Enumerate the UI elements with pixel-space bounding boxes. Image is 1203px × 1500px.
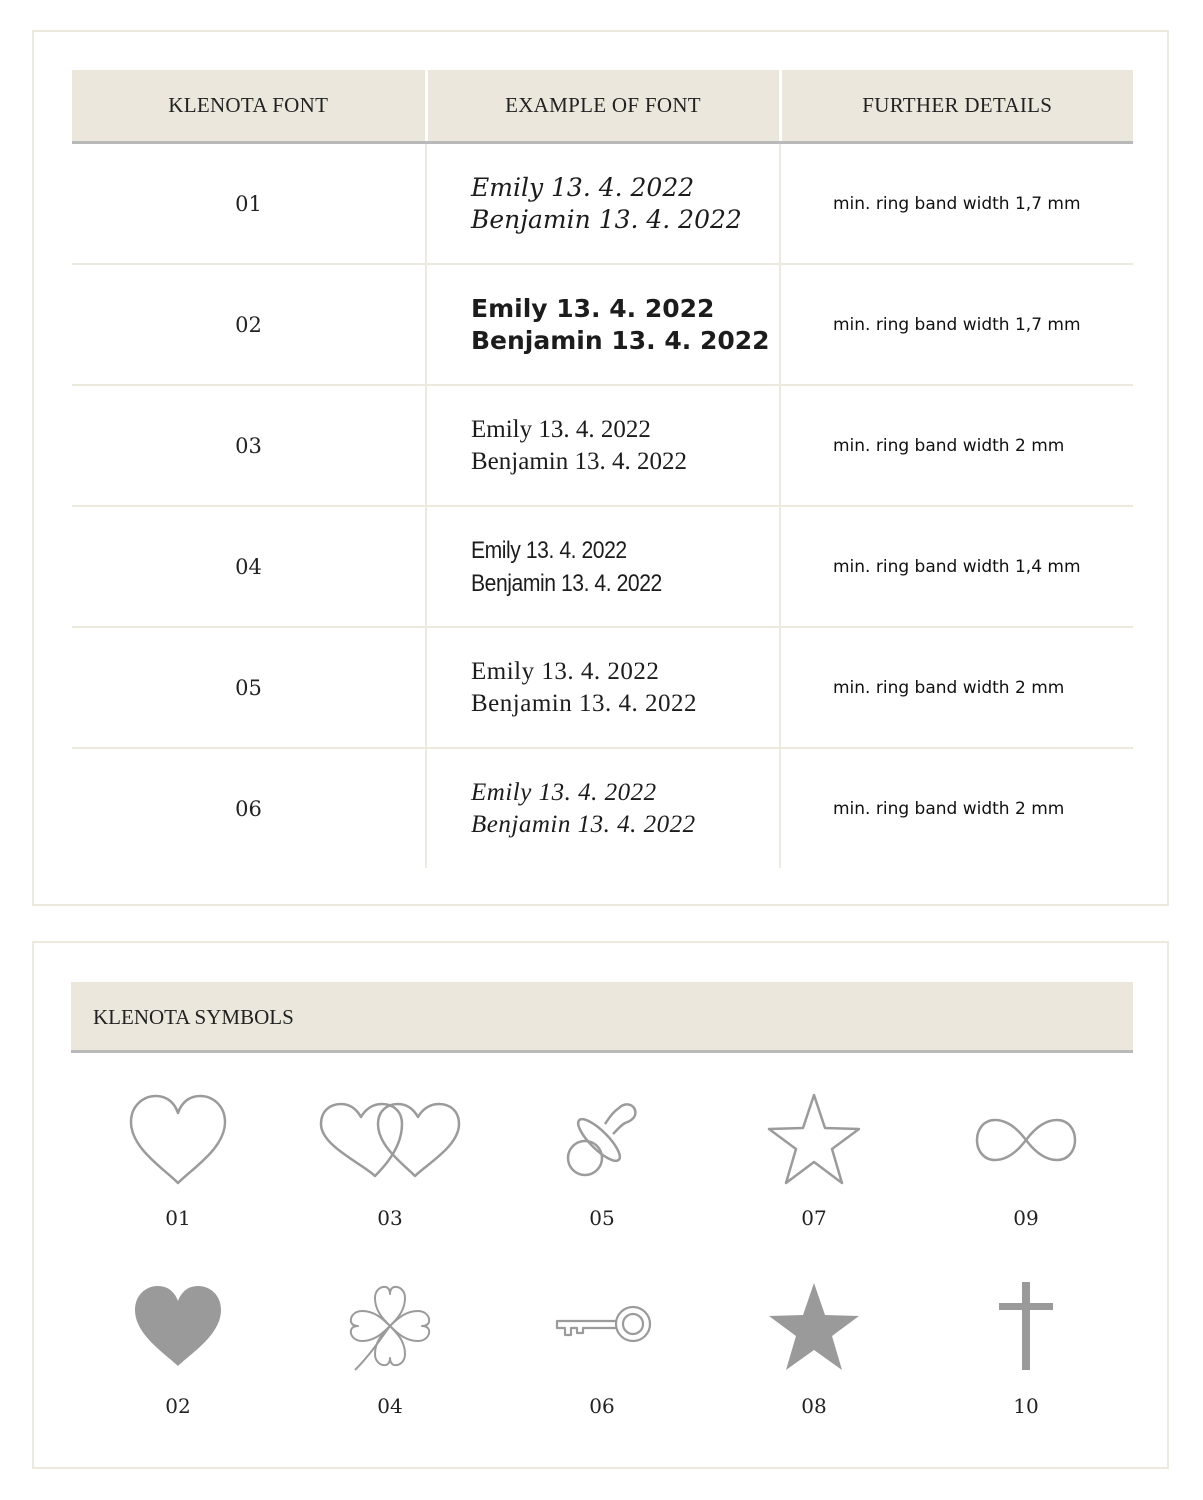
font-example <box>426 385 780 506</box>
key-icon <box>547 1278 657 1378</box>
header-example-of-font: EXAMPLE OF FONT <box>426 70 780 143</box>
star-outline-icon <box>759 1090 869 1190</box>
example-line-1: Emily 13. 4. 2022 <box>471 536 627 564</box>
symbol-number: 08 <box>801 1394 827 1418</box>
symbol-item[interactable] <box>946 1278 1106 1418</box>
symbols-title: KLENOTA SYMBOLS <box>71 982 1133 1053</box>
symbol-item[interactable] <box>98 1090 258 1230</box>
symbol-item[interactable] <box>734 1278 894 1418</box>
double-heart-icon <box>315 1090 465 1190</box>
symbol-number: 02 <box>165 1394 191 1418</box>
symbol-number: 05 <box>589 1206 615 1230</box>
font-row <box>72 264 1133 385</box>
star-filled-icon <box>759 1278 869 1378</box>
example-line-1: Emily 13. 4. 2022 <box>471 778 657 806</box>
font-table-header-row <box>72 70 1133 143</box>
font-details: min. ring band width 2 mm <box>780 385 1133 506</box>
infinity-icon <box>971 1090 1081 1190</box>
example-line-1: Emily 13. 4. 2022 <box>471 657 660 685</box>
font-number: 06 <box>235 796 262 821</box>
font-row <box>72 385 1133 506</box>
font-example <box>426 143 780 265</box>
example-line-2: Benjamin 13. 4. 2022 <box>471 689 697 717</box>
four-leaf-clover-icon <box>335 1278 445 1378</box>
symbol-number: 10 <box>1013 1394 1039 1418</box>
symbol-number: 07 <box>801 1206 827 1230</box>
example-line-1: Emily 13. 4. 2022 <box>471 415 651 443</box>
symbol-item[interactable] <box>310 1090 470 1230</box>
example-line-1: Emily 13. 4. 2022 <box>471 293 715 323</box>
symbol-number: 01 <box>165 1206 191 1230</box>
symbol-item[interactable] <box>734 1090 894 1230</box>
font-row <box>72 143 1133 265</box>
example-line-2: Benjamin 13. 4. 2022 <box>471 447 687 475</box>
heart-filled-icon <box>123 1278 233 1378</box>
header-klenota-font: KLENOTA FONT <box>72 70 426 143</box>
symbol-number: 06 <box>589 1394 615 1418</box>
symbol-item[interactable] <box>522 1090 682 1230</box>
symbol-item[interactable] <box>98 1278 258 1418</box>
font-details: min. ring band width 1,7 mm <box>780 143 1133 265</box>
font-details: min. ring band width 2 mm <box>780 627 1133 748</box>
symbol-number: 04 <box>377 1394 403 1418</box>
font-example <box>426 748 780 868</box>
symbol-item[interactable] <box>522 1278 682 1418</box>
font-example <box>426 264 780 385</box>
font-row <box>72 506 1133 627</box>
font-number: 02 <box>72 264 426 385</box>
header-further-details: FURTHER DETAILS <box>780 70 1133 143</box>
font-number: 03 <box>72 385 426 506</box>
font-table <box>72 70 1133 868</box>
font-number: 04 <box>72 506 426 627</box>
symbols-panel <box>32 941 1169 1469</box>
font-details: min. ring band width 2 mm <box>780 748 1133 868</box>
font-options-panel <box>32 30 1169 906</box>
symbol-item[interactable] <box>310 1278 470 1418</box>
font-example <box>426 627 780 748</box>
font-example <box>426 506 780 627</box>
font-number: 05 <box>72 627 426 748</box>
heart-outline-icon <box>123 1090 233 1190</box>
symbol-item[interactable] <box>946 1090 1106 1230</box>
example-line-1: Emily 13. 4. 2022 <box>471 172 695 202</box>
example-line-2: Benjamin 13. 4. 2022 <box>471 569 662 597</box>
pacifier-icon <box>547 1090 657 1190</box>
example-line-2: Benjamin 13. 4. 2022 <box>471 325 770 355</box>
font-details: min. ring band width 1,7 mm <box>780 264 1133 385</box>
example-line-2: Benjamin 13. 4. 2022 <box>471 810 696 838</box>
font-details: min. ring band width 1,4 mm <box>780 506 1133 627</box>
font-number: 01 <box>72 143 426 265</box>
symbol-number: 09 <box>1013 1206 1039 1230</box>
example-line-2: Benjamin 13. 4. 2022 <box>471 204 742 234</box>
font-row <box>72 627 1133 748</box>
symbol-number: 03 <box>377 1206 403 1230</box>
font-row <box>72 748 1133 868</box>
cross-icon <box>971 1278 1081 1378</box>
